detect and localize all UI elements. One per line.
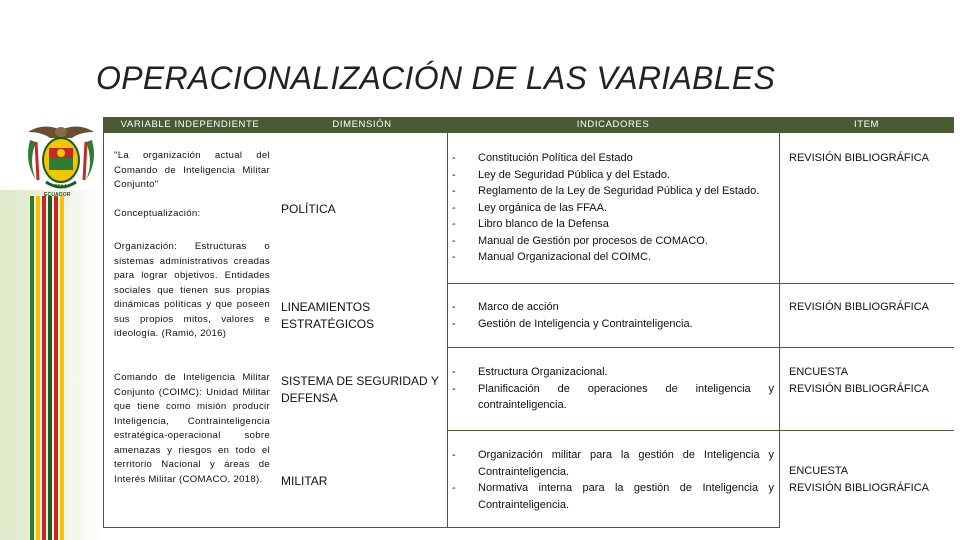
list-item: - Manual de Gestión por procesos de COMACO. <box>452 234 708 247</box>
logo-label: ECUADOR <box>44 192 71 198</box>
stripe-red-2 <box>54 196 58 540</box>
svg-text:FFAA: FFAA <box>54 184 68 190</box>
dimension-politica: POLÍTICA <box>281 202 336 216</box>
item-row-lineamientos: REVISIÓN BIBLIOGRÁFICA <box>789 301 929 313</box>
grid-line-left <box>103 133 104 528</box>
list-item: - Manual Organizacional del COIMC. <box>452 251 652 263</box>
indicators-row-politica <box>448 150 774 266</box>
stripe-yellow-2 <box>60 196 64 540</box>
list-item: - Gestión de Inteligencia y Contrainteligencia. <box>452 317 693 330</box>
header-dimension: DIMENSIÓN <box>277 117 447 133</box>
list-item: - Libro blanco de la Defensa <box>452 218 609 230</box>
stripe-red <box>42 196 46 540</box>
stripe-yellow <box>36 196 40 540</box>
variable-organizacion-definition: Organización: Estructuras o sistemas administrativos creadas para lograr objetivos. Entidades sociales que tienen sus propias dinámicas políticas y que poseen sus propios mitos, valores e ideología. (Ramió, 2016) <box>114 241 270 339</box>
header-variable: VARIABLE INDEPENDIENTE <box>103 117 277 133</box>
stripe-darkgreen <box>48 196 52 540</box>
dimension-sistema-seguridad: SISTEMA DE SEGURIDAD Y DEFENSA <box>281 374 439 405</box>
item-row-politica: REVISIÓN BIBLIOGRÁFICA <box>789 152 929 164</box>
indicators-row-militar <box>448 447 774 513</box>
list-item: - Estructura Organizacional. <box>452 366 608 378</box>
dimension-militar: MILITAR <box>281 474 328 488</box>
row-divider-2 <box>447 347 954 348</box>
list-item: - Reglamento de la Ley de Seguridad Pública y del Estado. <box>452 185 760 197</box>
variable-comando-definition: Comando de Inteligencia Militar Conjunto (COIMC): Unidad Militar que tiene como misión producir Inteligencia, Contrainteligencia estratégica-operacional sobre amenazas y riesgos en todo el territorio Nacional y áreas de Interés Militar (COMACO, 2018). <box>114 372 270 485</box>
row-divider-3 <box>447 430 954 431</box>
item-row-militar: ENCUESTA REVISIÓN BIBLIOGRÁFICA <box>789 465 929 494</box>
header-indicators: INDICADORES <box>447 117 779 133</box>
list-item: - Constitución Política del Estado <box>452 152 633 164</box>
variable-quote: "La organización actual del Comando de Inteligencia Militar Conjunto" <box>114 150 270 190</box>
list-item: - Planificación de operaciones de inteligencia y contrainteligencia. <box>452 382 774 411</box>
list-item: - Ley orgánica de las FFAA. <box>452 201 608 214</box>
item-row-sistema: ENCUESTA REVISIÓN BIBLIOGRÁFICA <box>789 366 929 395</box>
indicators-row-sistema <box>448 364 774 414</box>
indicators-row-lineamientos <box>448 299 774 332</box>
list-item: - Marco de acción <box>452 301 559 313</box>
dimension-lineamientos: LINEAMIENTOS ESTRATÉGICOS <box>281 300 375 331</box>
list-item: - Organización militar para la gestión de Inteligencia y Contrainteligencia. <box>452 449 774 478</box>
grid-line-item <box>779 133 780 528</box>
grid-line-bottom <box>103 527 779 528</box>
list-item: - Normativa interna para la gestión de Inteligencia y Contrainteligencia. <box>452 482 774 511</box>
header-item: ITEM <box>779 117 954 133</box>
band-gradient <box>0 190 104 540</box>
page-title: OPERACIONALIZACIÓN DE LAS VARIABLES <box>96 60 776 96</box>
row-divider-1 <box>447 283 954 284</box>
left-decorative-band <box>0 0 104 540</box>
variable-conceptual-label: Conceptualización: <box>114 208 201 219</box>
list-item: - Ley de Seguridad Pública y del Estado. <box>452 168 671 181</box>
stripe-green <box>30 196 34 540</box>
